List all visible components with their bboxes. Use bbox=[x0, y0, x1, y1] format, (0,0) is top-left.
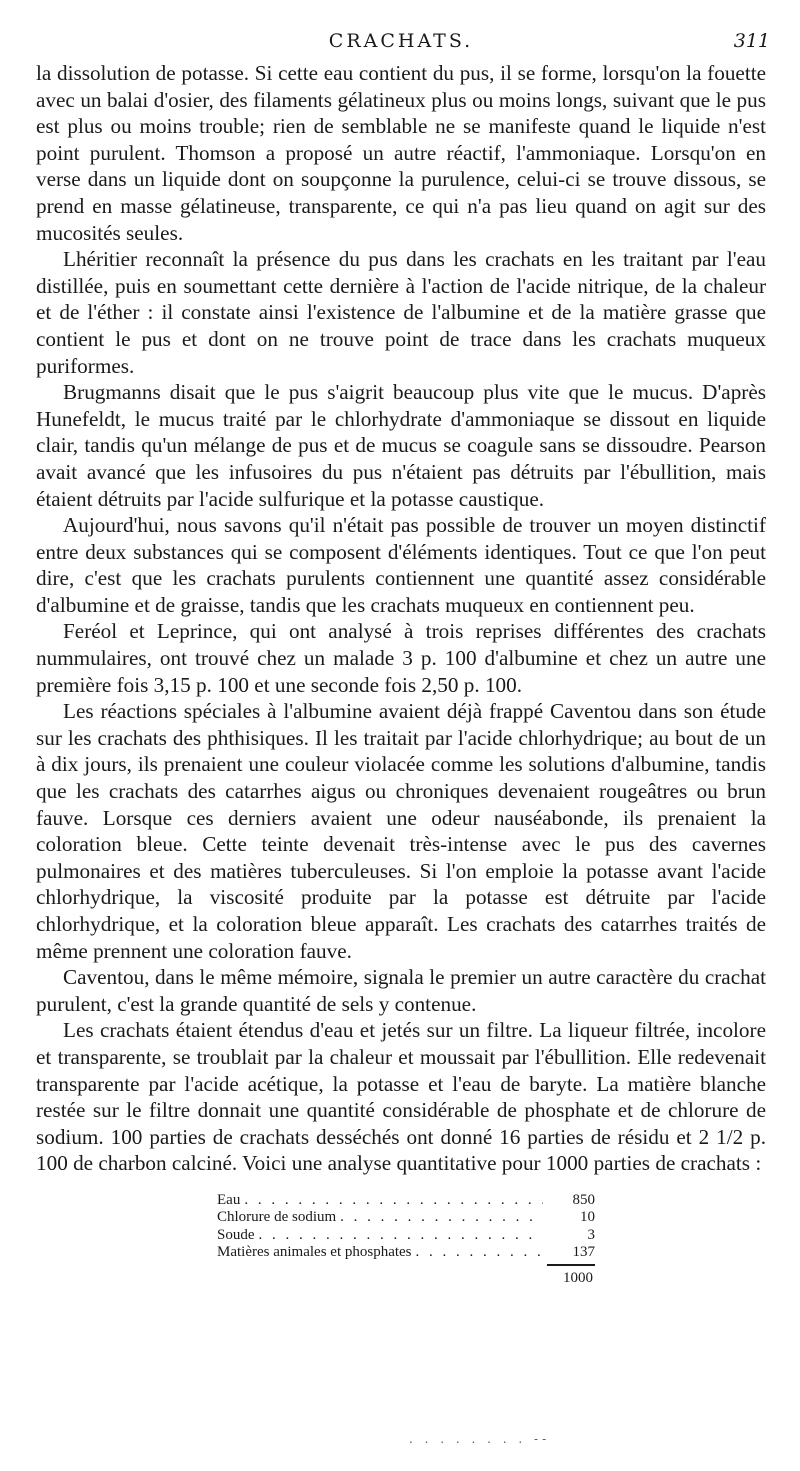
paragraph-lheritier: Lhéritier reconnaît la présence du pus dans les crachats en les traitant par l'eau distillée, puis en soumettant cette dernière à l'action de l'acide nitrique, de la chaleur et de l'éther : il constate ainsi l'existence de l'albumine et de la matière grasse que contient le pus et dont on ne trouve point de trace dans les crachats muqueux puriformes. bbox=[36, 247, 766, 378]
paragraph-caventou-reactions: Les réactions spéciales à l'albumine avaient déjà frappé Caventou dans son étude sur les crachats des phthisiques. Il les traitait par l'acide chlorhydrique; au bout de un à dix jours, ils prenaient une couleur violacée comme les solutions d'albumine, tandis que les crachats des catarrhes aigus ou chroniques devenaient rougeâtres ou brun fauve. Lorsque ces derniers avaient une odeur nauséabonde, ils prenaient la coloration bleue. Cette teinte devenait très-intense avec le pus des cavernes pulmonaires et des matières tuberculeuses. Si l'on emploie la potasse avant l'acide chlorhydrique, la viscosité produite par la potasse est détruite par l'acide chlorhydrique, et la coloration bleue apparaît. Les crachats des catarrhes traités de même prennent une coloration fauve. bbox=[36, 699, 766, 963]
analysis-value: 10 bbox=[580, 1209, 595, 1226]
analysis-row bbox=[217, 1244, 595, 1266]
analysis-value: 850 bbox=[572, 1191, 595, 1208]
analysis-label: Matières animales et phosphates bbox=[217, 1244, 412, 1261]
running-head: CRACHATS. bbox=[328, 30, 474, 52]
analysis-value: 137 bbox=[547, 1244, 595, 1266]
leader-dots bbox=[259, 1227, 544, 1245]
page-number: 311 bbox=[733, 30, 770, 52]
paragraph-aujourdhui: Aujourd'hui, nous savons qu'il n'était pas possible de trouver un moyen distinctif entre deux substances qui se composent d'éléments identiques. Tout ce que l'on peut dire, c'est que les crachats purulents contiennent une quantité assez considérable d'albumine et de graisse, tandis que les crachats muqueux en contiennent peu. bbox=[36, 513, 766, 617]
leader-dots bbox=[244, 1192, 543, 1210]
book-page bbox=[36, 26, 770, 1287]
paragraph-continuation: la dissolution de potasse. Si cette eau contient du pus, il se forme, lorsqu'on la fouette avec un balai d'osier, des filaments gélatineux plus ou moins longs, suivant que le pus est plus ou moins trouble; rien de semblable ne se manifeste quand le liquide n'est point purulent. Thomson a proposé un autre réactif, l'ammoniaque. Lorsqu'on en verse dans un liquide dont on soupçonne la purulence, celui-ci se trouve dissous, se prend en masse gélatineuse, transparente, ce qui n'a pas lieu quand on agit sur des mucosités seules. bbox=[36, 61, 766, 245]
paragraph-fereol: Feréol et Leprince, qui ont analysé à trois reprises différentes des crachats nummulaires, ont trouvé chez un malade 3 p. 100 d'albumine et chez un autre une première fois 3,15 p. 100 et une seconde fois 2,50 p. 100. bbox=[36, 619, 766, 697]
analysis-row bbox=[217, 1209, 595, 1227]
paragraph-caventou-memoire: Caventou, dans le même mémoire, signala le premier un autre caractère du crachat purulent, c'est la grande quantité de sels y contenue. bbox=[36, 965, 766, 1016]
analysis-row bbox=[217, 1227, 595, 1245]
analysis-label: Eau bbox=[217, 1191, 241, 1208]
analysis-row bbox=[217, 1192, 595, 1210]
paragraph-filtre: Les crachats étaient étendus d'eau et jetés sur un filtre. La liqueur filtrée, incolore et transparente, se troublait par la chaleur et moussait par l'ébullition. Elle redevenait transparente par l'acide acétique, la potasse et l'eau de baryte. La matière blanche restée sur le filtre donnait une quantité considérable de phosphate et de chlorure de sodium. 100 parties de crachats desséchés ont donné 16 parties de résidu et 2 1/2 p. 100 de charbon calciné. Voici une analyse quantitative pour 1000 parties de crachats : bbox=[36, 1018, 766, 1176]
analysis-value: 3 bbox=[587, 1226, 595, 1243]
analysis-table bbox=[217, 1192, 595, 1288]
leader-dots bbox=[416, 1244, 543, 1262]
body-text bbox=[36, 60, 766, 1177]
analysis-label: Chlorure de sodium bbox=[217, 1209, 337, 1226]
page-header bbox=[36, 26, 770, 60]
footer-marks: . . . . . . . . -- bbox=[409, 1432, 551, 1446]
analysis-label: Soude bbox=[217, 1226, 255, 1243]
leader-dots bbox=[340, 1209, 543, 1227]
paragraph-brugmanns: Brugmanns disait que le pus s'aigrit beaucoup plus vite que le mucus. D'après Hunefeldt, le mucus traité par le chlorhydrate d'ammoniaque se dissout en liquide clair, tandis qu'un mélange de pus et de mucus se coagule sans se dissoudre. Pearson avait avancé que les infusoires du pus n'étaient pas détruits par l'ébullition, mais étaient détruits par l'acide sulfurique et la potasse caustique. bbox=[36, 380, 766, 511]
analysis-total: 1000 bbox=[563, 1269, 593, 1286]
